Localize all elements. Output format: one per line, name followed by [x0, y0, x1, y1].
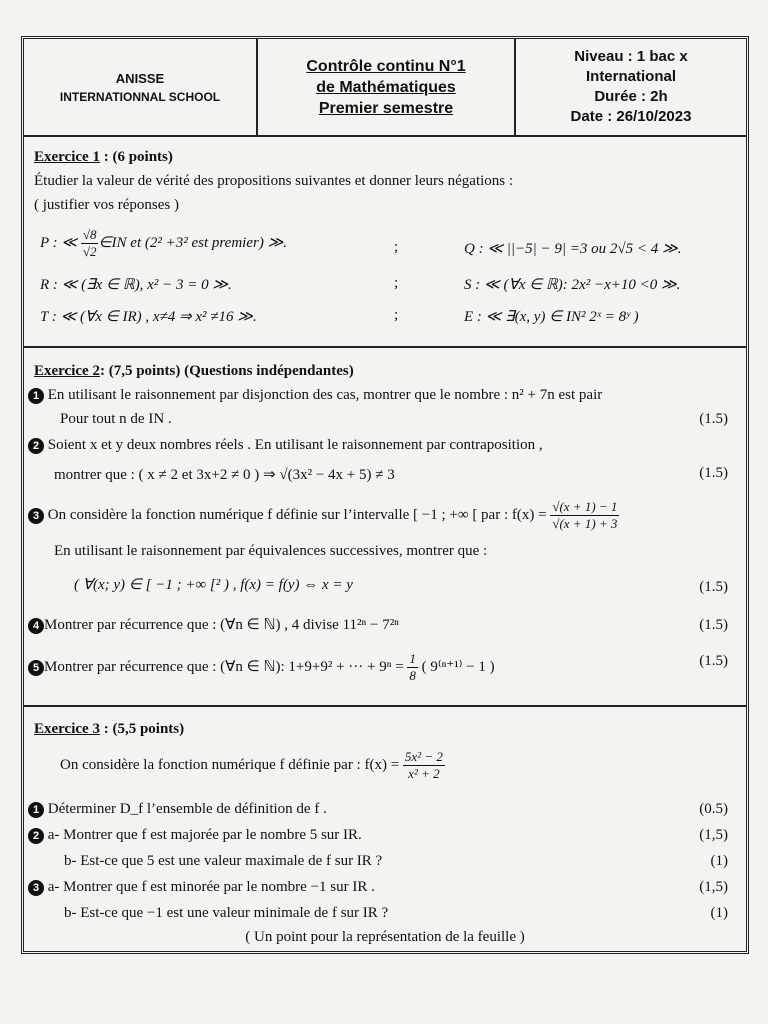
question-number-4-icon: 4 — [28, 618, 44, 634]
exam-title-block — [258, 39, 516, 135]
question-number-3-icon: 3 — [28, 508, 44, 524]
question-2-5-points: (1.5) — [699, 653, 728, 669]
exam-info-block — [516, 39, 746, 135]
question-2-3-numerator: √(x + 1) − 1 — [552, 499, 618, 514]
exam-title-line3: Premier semestre — [318, 99, 454, 117]
separator: ; — [394, 239, 399, 255]
school-subtitle: INTERNATIONNAL SCHOOL — [59, 89, 221, 104]
proposition-p-right: ∈IN et (2² +3² est premier) ≫. — [98, 234, 288, 251]
question-2-1-points: (1.5) — [699, 411, 728, 427]
question-2-3-points: (1.5) — [699, 579, 728, 595]
exercise-3 — [24, 715, 746, 955]
question-2-3-text: On considère la fonction numérique f définie sur l’intervalle [ −1 ; +∞ [ par : f(x) = — [47, 506, 547, 523]
exercise-3-intro-text: On considère la fonction numérique f définie par : f(x) = — [60, 756, 400, 773]
question-3-2a — [28, 827, 362, 844]
question-2-3-statement: ( ∀(x; y) ∈ [ −1 ; +∞ [² ) , f(x) = f(y) ⇔ x = y — [74, 577, 353, 593]
question-2-1-continued: Pour tout n de IN . — [60, 411, 172, 427]
question-2-5-denominator: 8 — [409, 668, 416, 683]
exercise-1 — [24, 143, 746, 348]
question-3-2b: b- Est-ce que 5 est une valeur maximale de f sur IR ? — [64, 853, 383, 869]
exam-header — [24, 39, 746, 137]
exercise-1-instruction: Étudier la valeur de vérité des propositions suivantes et donner leurs négations : — [34, 173, 514, 189]
question-2-5-numerator: 1 — [409, 651, 416, 666]
exercise-1-justify: ( justifier vos réponses ) — [34, 197, 179, 213]
exercise-3-intro — [60, 749, 445, 782]
exercise-1-heading — [34, 149, 736, 166]
question-3-1-text: Déterminer D_f l’ensemble de définition de f . — [47, 801, 327, 817]
level-track: International — [585, 68, 676, 85]
question-number-2-icon: 2 — [28, 438, 44, 454]
question-3-2b-points: (1) — [710, 853, 728, 869]
question-2-4-points: (1.5) — [699, 617, 728, 633]
school-block — [24, 39, 258, 135]
exam-sheet — [21, 36, 749, 954]
exercise-3-points: : (5,5 points) — [99, 721, 185, 737]
exercise-3-title: Exercice 3 — [34, 721, 100, 737]
presentation-note: ( Un point pour la représentation de la feuille ) — [245, 929, 525, 945]
proposition-p-numerator: √8 — [82, 227, 97, 242]
question-2-2 — [28, 437, 543, 454]
question-2-4 — [28, 615, 399, 634]
proposition-q: Q : ≪ ||−5| − 9| =3 ou 2√5 < 4 ≫. — [464, 241, 682, 257]
exercise-1-title: Exercice 1 — [34, 149, 100, 165]
exercise-2-title: Exercice 2 — [34, 363, 100, 379]
question-number-2-icon: 2 — [28, 828, 44, 844]
question-2-3-denominator: √(x + 1) + 3 — [552, 516, 618, 531]
question-2-1 — [28, 387, 602, 404]
question-3-2a-text: a- Montrer que f est majorée par le nombre 5 sur IR. — [47, 827, 362, 843]
question-2-3-instruction: En utilisant le raisonnement par équivalences successives, montrer que : — [54, 543, 488, 559]
question-2-2-text: Soient x et y deux nombres réels . En utilisant le raisonnement par contraposition , — [47, 437, 543, 453]
question-number-1-icon: 1 — [28, 802, 44, 818]
question-2-5-tail: ( 9⁽ⁿ⁺¹⁾ − 1 ) — [421, 658, 495, 675]
proposition-e: E : ≪ ∃(x, y) ∈ IN² 2ˣ = 8ʸ ) — [464, 309, 639, 325]
proposition-s: S : ≪ (∀x ∈ ℝ): 2x² −x+10 <0 ≫. — [464, 277, 681, 293]
separator: ; — [394, 275, 399, 291]
duration: Durée : 2h — [594, 88, 668, 105]
question-number-1-icon: 1 — [28, 388, 44, 404]
exercise-1-points: : (6 points) — [99, 149, 173, 165]
question-2-3 — [28, 499, 619, 532]
question-2-4-text: Montrer par récurrence que : (∀n ∈ ℕ) , 4 divise 11²ⁿ − 7²ⁿ — [44, 617, 399, 633]
question-3-1-points: (0.5) — [699, 801, 728, 817]
question-3-3b: b- Est-ce que −1 est une valeur minimale de f sur IR ? — [64, 905, 389, 921]
proposition-p — [40, 227, 287, 260]
proposition-p-left: P : ≪ — [40, 234, 81, 251]
proposition-p-fraction — [81, 227, 99, 260]
question-2-3-fraction — [550, 499, 619, 532]
exercise-3-numerator: 5x² − 2 — [404, 749, 443, 764]
question-2-2-statement: montrer que : ( x ≠ 2 et 3x+2 ≠ 0 ) ⇒ √(3x² − 4x + 5) ≠ 3 — [54, 467, 395, 483]
question-3-3a-text: a- Montrer que f est minorée par le nombre −1 sur IR . — [47, 879, 375, 895]
exam-title-line1: Contrôle continu N°1 — [306, 57, 466, 75]
exercise-3-denominator: x² + 2 — [408, 766, 440, 781]
question-2-5 — [28, 651, 495, 684]
proposition-r: R : ≪ (∃x ∈ ℝ), x² − 3 = 0 ≫. — [40, 277, 232, 293]
exercise-2-heading — [34, 363, 736, 380]
question-2-2-points: (1.5) — [699, 465, 728, 481]
question-3-3b-points: (1) — [710, 905, 728, 921]
question-3-2a-points: (1,5) — [699, 827, 728, 843]
exam-date: Date : 26/10/2023 — [570, 108, 692, 125]
question-3-3a-points: (1,5) — [699, 879, 728, 895]
question-3-3a — [28, 879, 375, 896]
question-3-1 — [28, 801, 327, 818]
school-name: ANISSE — [115, 70, 165, 86]
proposition-p-denominator: √2 — [82, 244, 97, 259]
question-number-5-icon: 5 — [28, 660, 44, 676]
exam-title-line2: de Mathématiques — [316, 78, 456, 96]
question-number-3-icon: 3 — [28, 880, 44, 896]
exercise-3-heading — [34, 721, 736, 738]
exercise-2-points: : (7,5 points) (Questions indépendantes) — [99, 363, 354, 379]
question-2-5-text: Montrer par récurrence que : (∀n ∈ ℕ): 1+9+9² + ··· + 9ⁿ = — [44, 658, 404, 675]
separator: ; — [394, 307, 399, 323]
question-2-1-text: En utilisant le raisonnement par disjonction des cas, montrer que le nombre : n² + 7n est pair — [47, 387, 603, 403]
level: Niveau : 1 bac x — [574, 48, 688, 65]
proposition-t: T : ≪ (∀x ∈ IR) , x≠4 ⇒ x² ≠16 ≫. — [40, 309, 257, 325]
question-2-5-fraction — [407, 651, 418, 684]
exercise-2 — [24, 357, 746, 707]
exercise-3-fraction — [403, 749, 445, 782]
